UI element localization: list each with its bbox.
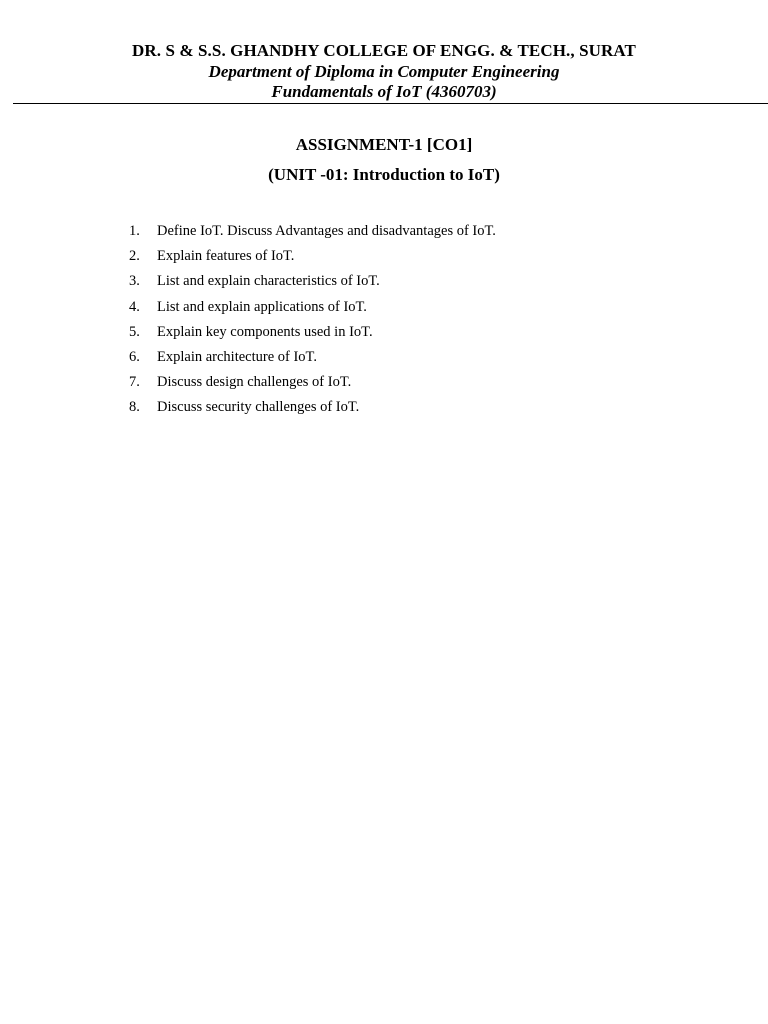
question-item bbox=[0, 397, 768, 422]
question-text: Discuss security challenges of IoT. bbox=[157, 399, 360, 416]
question-item bbox=[0, 246, 768, 271]
assignment-title: ASSIGNMENT-1 [CO1] bbox=[295, 135, 473, 154]
question-number: 3. bbox=[129, 273, 140, 290]
document-header bbox=[0, 40, 768, 102]
question-number: 8. bbox=[129, 399, 140, 416]
question-list bbox=[0, 221, 768, 423]
question-text: List and explain applications of IoT. bbox=[157, 298, 367, 315]
question-item bbox=[0, 347, 768, 372]
subject-name: Fundamentals of IoT (4360703) bbox=[271, 82, 497, 101]
question-text: Explain architecture of IoT. bbox=[157, 348, 317, 365]
question-number: 4. bbox=[129, 298, 140, 315]
question-number: 7. bbox=[129, 374, 140, 391]
question-text: Discuss design challenges of IoT. bbox=[157, 374, 352, 391]
question-item bbox=[0, 221, 768, 246]
college-name: DR. S & S.S. GHANDHY COLLEGE OF ENGG. & TECH., SURAT bbox=[132, 41, 636, 60]
question-number: 1. bbox=[129, 223, 140, 239]
question-item bbox=[0, 271, 768, 296]
question-item bbox=[0, 297, 768, 322]
question-number: 6. bbox=[129, 348, 140, 365]
question-text: Explain key components used in IoT. bbox=[157, 323, 373, 340]
question-text: Define IoT. Discuss Advantages and disadvantages of IoT. bbox=[157, 223, 496, 239]
question-number: 2. bbox=[129, 248, 140, 265]
question-number: 5. bbox=[129, 323, 140, 340]
header-divider bbox=[13, 103, 768, 104]
unit-title: (UNIT -01: Introduction to IoT) bbox=[268, 165, 500, 184]
question-item bbox=[0, 372, 768, 397]
question-item bbox=[0, 322, 768, 347]
department-name: Department of Diploma in Computer Engineering bbox=[208, 62, 560, 81]
question-text: Explain features of IoT. bbox=[157, 248, 295, 265]
question-text: List and explain characteristics of IoT. bbox=[157, 273, 380, 290]
